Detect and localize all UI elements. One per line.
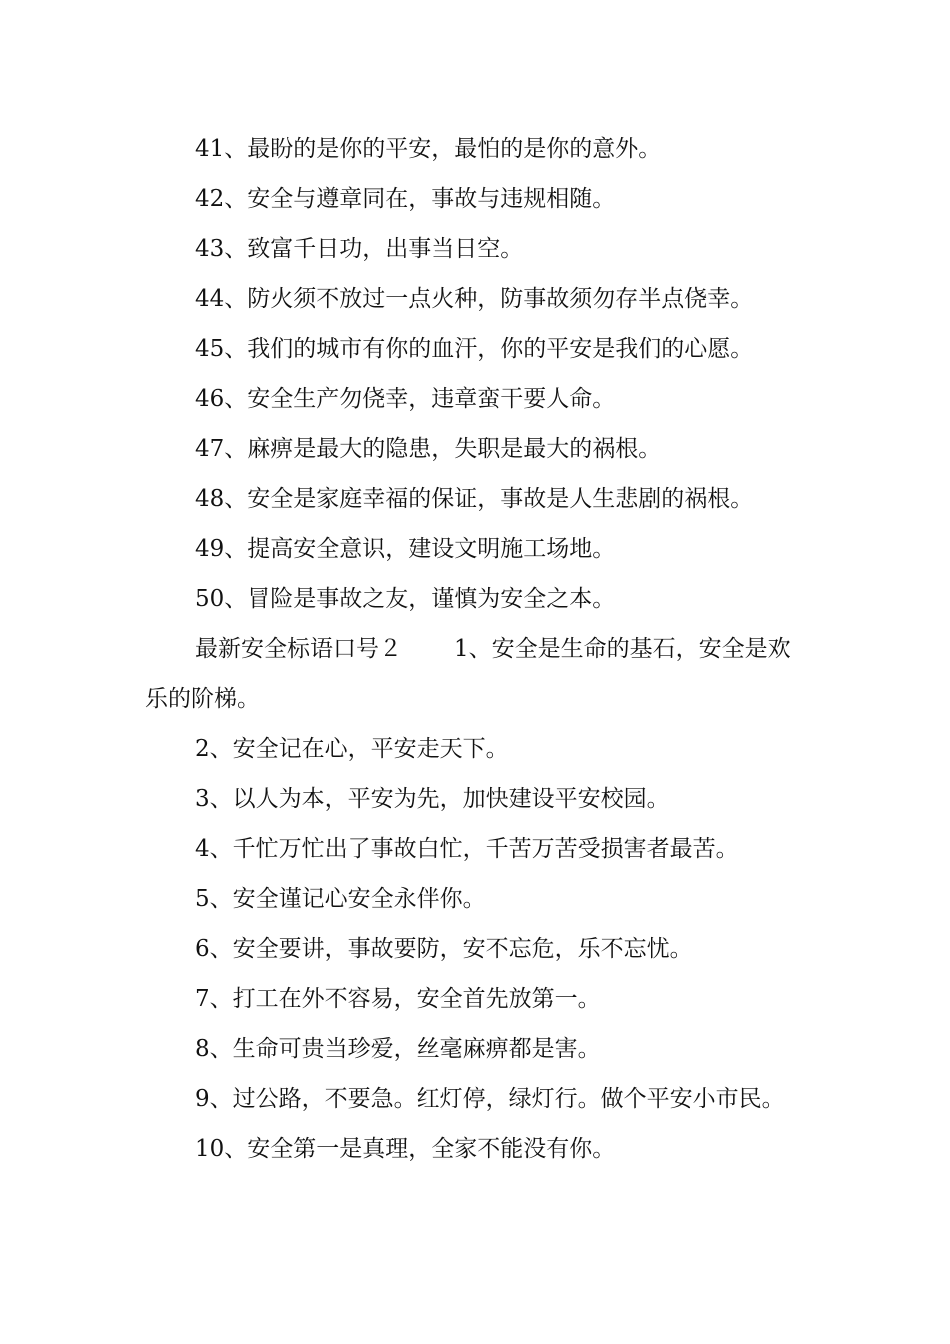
section-first-item: 1、安全是生命的基石，安全是欢乐的阶梯。: [145, 636, 791, 712]
slogan-line: 42、安全与遵章同在，事故与违规相随。: [195, 186, 616, 212]
slogan-item: 5、安全谨记心安全永伴你。: [195, 886, 486, 912]
slogan-line: 45、我们的城市有你的血汗，你的平安是我们的心愿。: [195, 336, 754, 362]
slogan-item: 8、生命可贵当珍爱，丝毫麻痹都是害。: [195, 1036, 601, 1062]
slogan-item: 6、安全要讲，事故要防，安不忘危，乐不忘忧。: [195, 936, 693, 962]
document-body: [145, 124, 810, 1174]
slogan-item: 4、千忙万忙出了事故白忙，千苦万苦受损害者最苦。: [195, 836, 739, 862]
slogan-item: 2、安全记在心，平安走天下。: [195, 736, 509, 762]
slogan-item: 9、过公路，不要急。红灯停，绿灯行。做个平安小市民。: [195, 1086, 785, 1112]
slogan-line: 44、防火须不放过一点火种，防事故须勿存半点侥幸。: [195, 286, 754, 312]
slogan-item: 7、打工在外不容易，安全首先放第一。: [195, 986, 601, 1012]
slogan-line: 47、麻痹是最大的隐患，失职是最大的祸根。: [195, 436, 662, 462]
section-heading: 最新安全标语口号２: [195, 636, 402, 662]
slogan-line: 50、冒险是事故之友，谨慎为安全之本。: [195, 586, 616, 612]
slogan-item: 3、以人为本，平安为先，加快建设平安校园。: [195, 786, 670, 812]
slogan-line: 41、最盼的是你的平安，最怕的是你的意外。: [195, 136, 662, 162]
slogan-line: 48、安全是家庭幸福的保证，事故是人生悲剧的祸根。: [195, 486, 754, 512]
section-paragraph: [145, 624, 810, 724]
slogan-item: 10、安全第一是真理，全家不能没有你。: [195, 1136, 616, 1162]
slogan-line: 43、致富千日功，出事当日空。: [195, 236, 524, 262]
slogan-line: 49、提高安全意识，建设文明施工场地。: [195, 536, 616, 562]
slogan-line: 46、安全生产勿侥幸，违章蛮干要人命。: [195, 386, 616, 412]
